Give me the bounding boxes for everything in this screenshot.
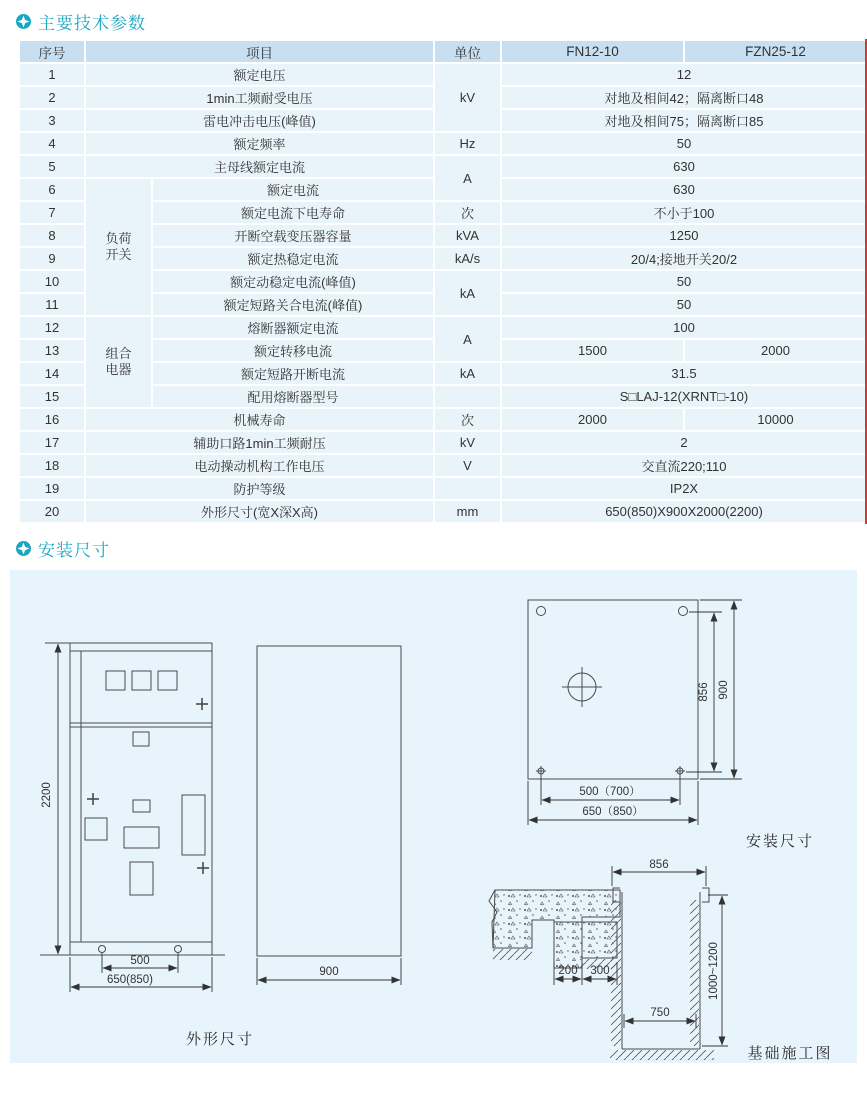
section2-header (16, 536, 867, 560)
row-item: 额定转移电流 (152, 339, 434, 362)
header-row (19, 40, 867, 63)
foundation-drawing-caption: 基础施工图 (747, 1045, 833, 1062)
row-unit: 次 (434, 201, 501, 224)
group-combo-apparatus: 组合电器 (85, 316, 152, 408)
parameters-table-wrap (18, 39, 866, 524)
side-view-drawing (257, 646, 401, 956)
row-value-model1: 2000 (501, 408, 684, 431)
row-unit: kV (434, 431, 501, 454)
installation-drawings-panel (10, 570, 857, 1063)
row-item: 额定电流 (152, 178, 434, 201)
row-value: 不小于100 (501, 201, 867, 224)
table-row (19, 408, 867, 431)
row-no: 11 (19, 293, 85, 316)
col-header-model1: FN12-10 (501, 40, 684, 63)
table-row (19, 132, 867, 155)
outline-drawing-caption: 外形尺寸 (185, 1031, 255, 1048)
table-row (19, 431, 867, 454)
row-value: 100 (501, 316, 867, 339)
row-value: 31.5 (501, 362, 867, 385)
mounting-plan-drawing (528, 600, 698, 779)
dim-width-h-label: 650（850） (582, 806, 644, 818)
row-item: 雷电冲击电压(峰值) (85, 109, 434, 132)
row-item: 熔断器额定电流 (152, 316, 434, 339)
row-unit: kA/s (434, 247, 501, 270)
section2-title: 安装尺寸 (38, 540, 110, 560)
row-no: 16 (19, 408, 85, 431)
row-unit: mm (434, 500, 501, 523)
row-unit: kA (434, 270, 501, 316)
row-no: 17 (19, 431, 85, 454)
dim-span-h-label: 500（700） (579, 786, 641, 798)
table-row (19, 477, 867, 500)
row-item: 外形尺寸(宽X深X高) (85, 500, 434, 523)
row-no: 20 (19, 500, 85, 523)
row-value: IP2X (501, 477, 867, 500)
dim-top-width-label: 856 (649, 859, 669, 871)
dim-pit-depth-label: 1000~1200 (708, 942, 720, 1000)
row-no: 14 (19, 362, 85, 385)
row-value: 50 (501, 270, 867, 293)
table-row (19, 454, 867, 477)
row-value: 20/4;接地开关20/2 (501, 247, 867, 270)
row-item: 额定热稳定电流 (152, 247, 434, 270)
dim-height-label: 2200 (41, 782, 53, 808)
dim-width-label: 650(850) (106, 974, 154, 986)
section1-title: 主要技术参数 (38, 13, 146, 33)
row-no: 1 (19, 63, 85, 86)
row-value: 630 (501, 155, 867, 178)
col-header-item: 项目 (85, 40, 434, 63)
row-item: 额定动稳定电流(峰值) (152, 270, 434, 293)
parameters-table (18, 39, 867, 524)
row-no: 7 (19, 201, 85, 224)
row-value-model2: 2000 (684, 339, 867, 362)
anchor-channel-right (702, 888, 709, 902)
row-item: 开断空载变压器容量 (152, 224, 434, 247)
row-value-model1: 1500 (501, 339, 684, 362)
row-value-model2: 10000 (684, 408, 867, 431)
row-no: 2 (19, 86, 85, 109)
row-unit: A (434, 155, 501, 201)
row-item: 额定短路开断电流 (152, 362, 434, 385)
row-unit: kA (434, 362, 501, 385)
handle-cross-mark (196, 698, 208, 710)
row-value: 50 (501, 132, 867, 155)
group-load-switch: 负荷开关 (85, 178, 152, 316)
row-value: S□LAJ-12(XRNT□-10) (501, 385, 867, 408)
row-item: 辅助口路1min工频耐压 (85, 431, 434, 454)
row-no: 4 (19, 132, 85, 155)
table-row (19, 316, 867, 339)
section1-header (16, 9, 867, 33)
star-badge-icon (16, 14, 31, 29)
row-value: 650(850)X900X2000(2200) (501, 500, 867, 523)
dim-depth-label: 900 (319, 966, 339, 978)
row-item: 电动操动机构工作电压 (85, 454, 434, 477)
row-no: 3 (19, 109, 85, 132)
dim-pit-width-label: 750 (650, 1007, 670, 1019)
dim-span-v-label: 856 (698, 682, 710, 702)
row-item: 额定短路关合电流(峰值) (152, 293, 434, 316)
dim-offset-b-label: 300 (590, 965, 610, 977)
row-item: 主母线额定电流 (85, 155, 434, 178)
row-item: 额定频率 (85, 132, 434, 155)
handle-cross-mark (197, 862, 209, 874)
row-value: 630 (501, 178, 867, 201)
row-no: 8 (19, 224, 85, 247)
installation-drawings (10, 570, 857, 1063)
row-value: 12 (501, 63, 867, 86)
row-no: 10 (19, 270, 85, 293)
row-item: 额定电流下电寿命 (152, 201, 434, 224)
col-header-model2: FZN25-12 (684, 40, 867, 63)
row-unit: 次 (434, 408, 501, 431)
table-row (19, 155, 867, 178)
col-header-no: 序号 (19, 40, 85, 63)
dim-hole-span-label: 500 (130, 955, 150, 967)
col-header-unit: 单位 (434, 40, 501, 63)
row-item: 1min工频耐受电压 (85, 86, 434, 109)
row-no: 13 (19, 339, 85, 362)
row-unit (434, 385, 501, 408)
row-unit (434, 477, 501, 500)
row-unit: A (434, 316, 501, 362)
row-no: 6 (19, 178, 85, 201)
row-unit: kVA (434, 224, 501, 247)
table-row (19, 63, 867, 86)
row-no: 12 (19, 316, 85, 339)
row-item: 额定电压 (85, 63, 434, 86)
table-row (19, 500, 867, 523)
row-item: 配用熔断器型号 (152, 385, 434, 408)
row-item: 机械寿命 (85, 408, 434, 431)
row-value: 2 (501, 431, 867, 454)
row-no: 9 (19, 247, 85, 270)
row-unit: kV (434, 63, 501, 132)
row-no: 18 (19, 454, 85, 477)
row-unit: V (434, 454, 501, 477)
row-value: 50 (501, 293, 867, 316)
row-item: 防护等级 (85, 477, 434, 500)
row-value: 1250 (501, 224, 867, 247)
row-no: 19 (19, 477, 85, 500)
mounting-drawing-caption: 安装尺寸 (745, 833, 815, 850)
row-unit: Hz (434, 132, 501, 155)
dim-offset-a-label: 200 (558, 965, 578, 977)
row-value: 交直流220;110 (501, 454, 867, 477)
handle-cross-mark (87, 793, 99, 805)
row-value: 对地及相间75；隔离断口85 (501, 109, 867, 132)
star-badge-icon (16, 541, 31, 556)
front-view-drawing (40, 643, 225, 955)
dim-depth-v-label: 900 (718, 680, 730, 700)
row-no: 15 (19, 385, 85, 408)
row-value: 对地及相间42；隔离断口48 (501, 86, 867, 109)
row-no: 5 (19, 155, 85, 178)
